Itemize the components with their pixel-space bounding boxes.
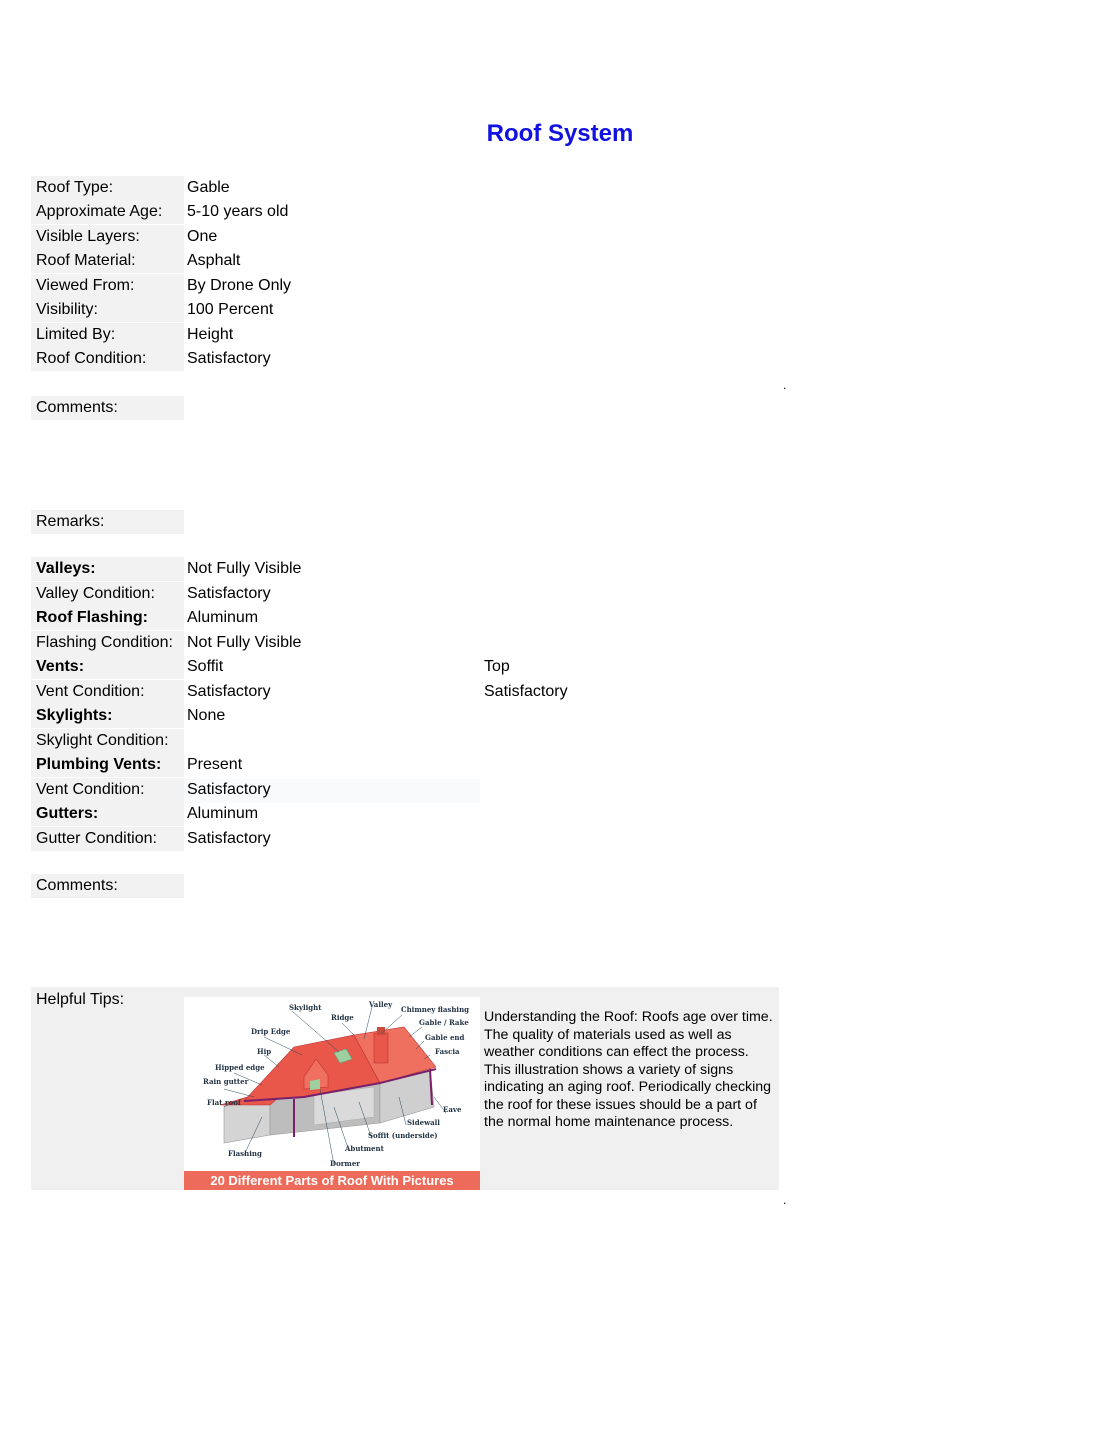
skylights-label: Skylights: — [31, 704, 184, 728]
flashing-condition-value: Not Fully Visible — [187, 634, 302, 651]
visibility-value: 100 Percent — [187, 301, 274, 318]
diagram-label-gable-rake: Gable / Rake — [419, 1018, 469, 1027]
visibility-label: Visibility: — [31, 298, 184, 322]
limited-by-value: Height — [187, 326, 234, 343]
valley-condition-value: Satisfactory — [187, 585, 271, 602]
skylight-condition-label: Skylight Condition: — [31, 729, 184, 753]
roof-parts-illustration — [184, 997, 480, 1190]
roof-type-label: Roof Type: — [31, 176, 184, 200]
section-marker-2: . — [783, 1193, 787, 1207]
diagram-label-chimney-flashing: Chimney flashing — [401, 1005, 470, 1014]
plumbing-vent-condition-value: Satisfactory — [187, 781, 271, 798]
diagram-label-valley: Valley — [369, 1000, 393, 1009]
vents-label: Vents: — [31, 655, 184, 679]
diagram-label-drip-edge: Drip Edge — [251, 1027, 291, 1036]
plumbing-vents-label: Plumbing Vents: — [31, 753, 184, 777]
roof-material-label: Roof Material: — [31, 249, 184, 273]
remarks-label: Remarks: — [31, 510, 184, 534]
vent-condition-label: Vent Condition: — [31, 680, 184, 704]
gutter-condition-label: Gutter Condition: — [31, 827, 184, 851]
roof-type-value: Gable — [187, 179, 230, 196]
plumbing-vent-condition-label: Vent Condition: — [31, 778, 184, 802]
roof-material-value: Asphalt — [187, 252, 241, 269]
section-marker: . — [783, 378, 787, 392]
diagram-label-dormer: Dormer — [330, 1159, 360, 1168]
limited-by-label: Limited By: — [31, 323, 184, 347]
illustration-banner: 20 Different Parts of Roof With Pictures — [184, 1171, 480, 1190]
comments-2-label: Comments: — [31, 874, 184, 898]
gutter-condition-value: Satisfactory — [187, 830, 271, 847]
comments-label: Comments: — [31, 396, 184, 420]
diagram-label-gable-end: Gable end — [425, 1033, 465, 1042]
approximate-age-label: Approximate Age: — [31, 200, 184, 224]
vent-condition-value-2: Satisfactory — [484, 683, 568, 700]
diagram-label-flat-roof: Flat roof — [207, 1098, 241, 1107]
valleys-label: Valleys: — [31, 557, 184, 581]
page-title: Roof System — [486, 120, 634, 147]
diagram-label-abutment: Abutment — [345, 1144, 384, 1153]
roof-flashing-label: Roof Flashing: — [31, 606, 184, 630]
vents-value: Soffit — [187, 658, 224, 675]
viewed-from-value: By Drone Only — [187, 277, 292, 294]
roof-condition-label: Roof Condition: — [31, 347, 184, 371]
valleys-value: Not Fully Visible — [187, 560, 302, 577]
visible-layers-label: Visible Layers: — [31, 225, 184, 249]
valley-condition-label: Valley Condition: — [31, 582, 184, 606]
diagram-label-eave: Eave — [443, 1105, 462, 1114]
plumbing-vents-value: Present — [187, 756, 243, 773]
diagram-label-ridge: Ridge — [331, 1013, 354, 1022]
diagram-label-skylight: Skylight — [289, 1003, 322, 1012]
diagram-label-fascia: Fascia — [435, 1047, 460, 1056]
gutters-label: Gutters: — [31, 802, 184, 826]
diagram-label-rain-gutter: Rain gutter — [203, 1077, 249, 1086]
approximate-age-value: 5-10 years old — [187, 203, 289, 220]
diagram-label-sidewall: Sidewall — [407, 1118, 440, 1127]
gutters-value: Aluminum — [187, 805, 259, 822]
helpful-tips-section — [31, 987, 779, 1190]
vents-value-2: Top — [484, 658, 510, 675]
roof-condition-value: Satisfactory — [187, 350, 271, 367]
viewed-from-label: Viewed From: — [31, 274, 184, 298]
flashing-condition-label: Flashing Condition: — [31, 631, 184, 655]
helpful-tips-text: Understanding the Roof: Roofs age over time. The quality of materials used as well as weather conditions can effect the process. This illustration shows a variety of signs indicating an aging roof. Periodically checking the roof for these issues should be a part of the normal home maintenance process. — [484, 1009, 773, 1130]
vent-condition-value: Satisfactory — [187, 683, 271, 700]
diagram-label-soffit: Soffit (underside) — [368, 1131, 438, 1140]
visible-layers-value: One — [187, 228, 218, 245]
skylights-value: None — [187, 707, 226, 724]
helpful-tips-label: Helpful Tips: — [36, 991, 125, 1008]
roof-flashing-value: Aluminum — [187, 609, 259, 626]
diagram-label-hip: Hip — [257, 1047, 272, 1056]
diagram-label-flashing: Flashing — [228, 1149, 262, 1158]
diagram-label-hipped-edge: Hipped edge — [215, 1063, 265, 1072]
